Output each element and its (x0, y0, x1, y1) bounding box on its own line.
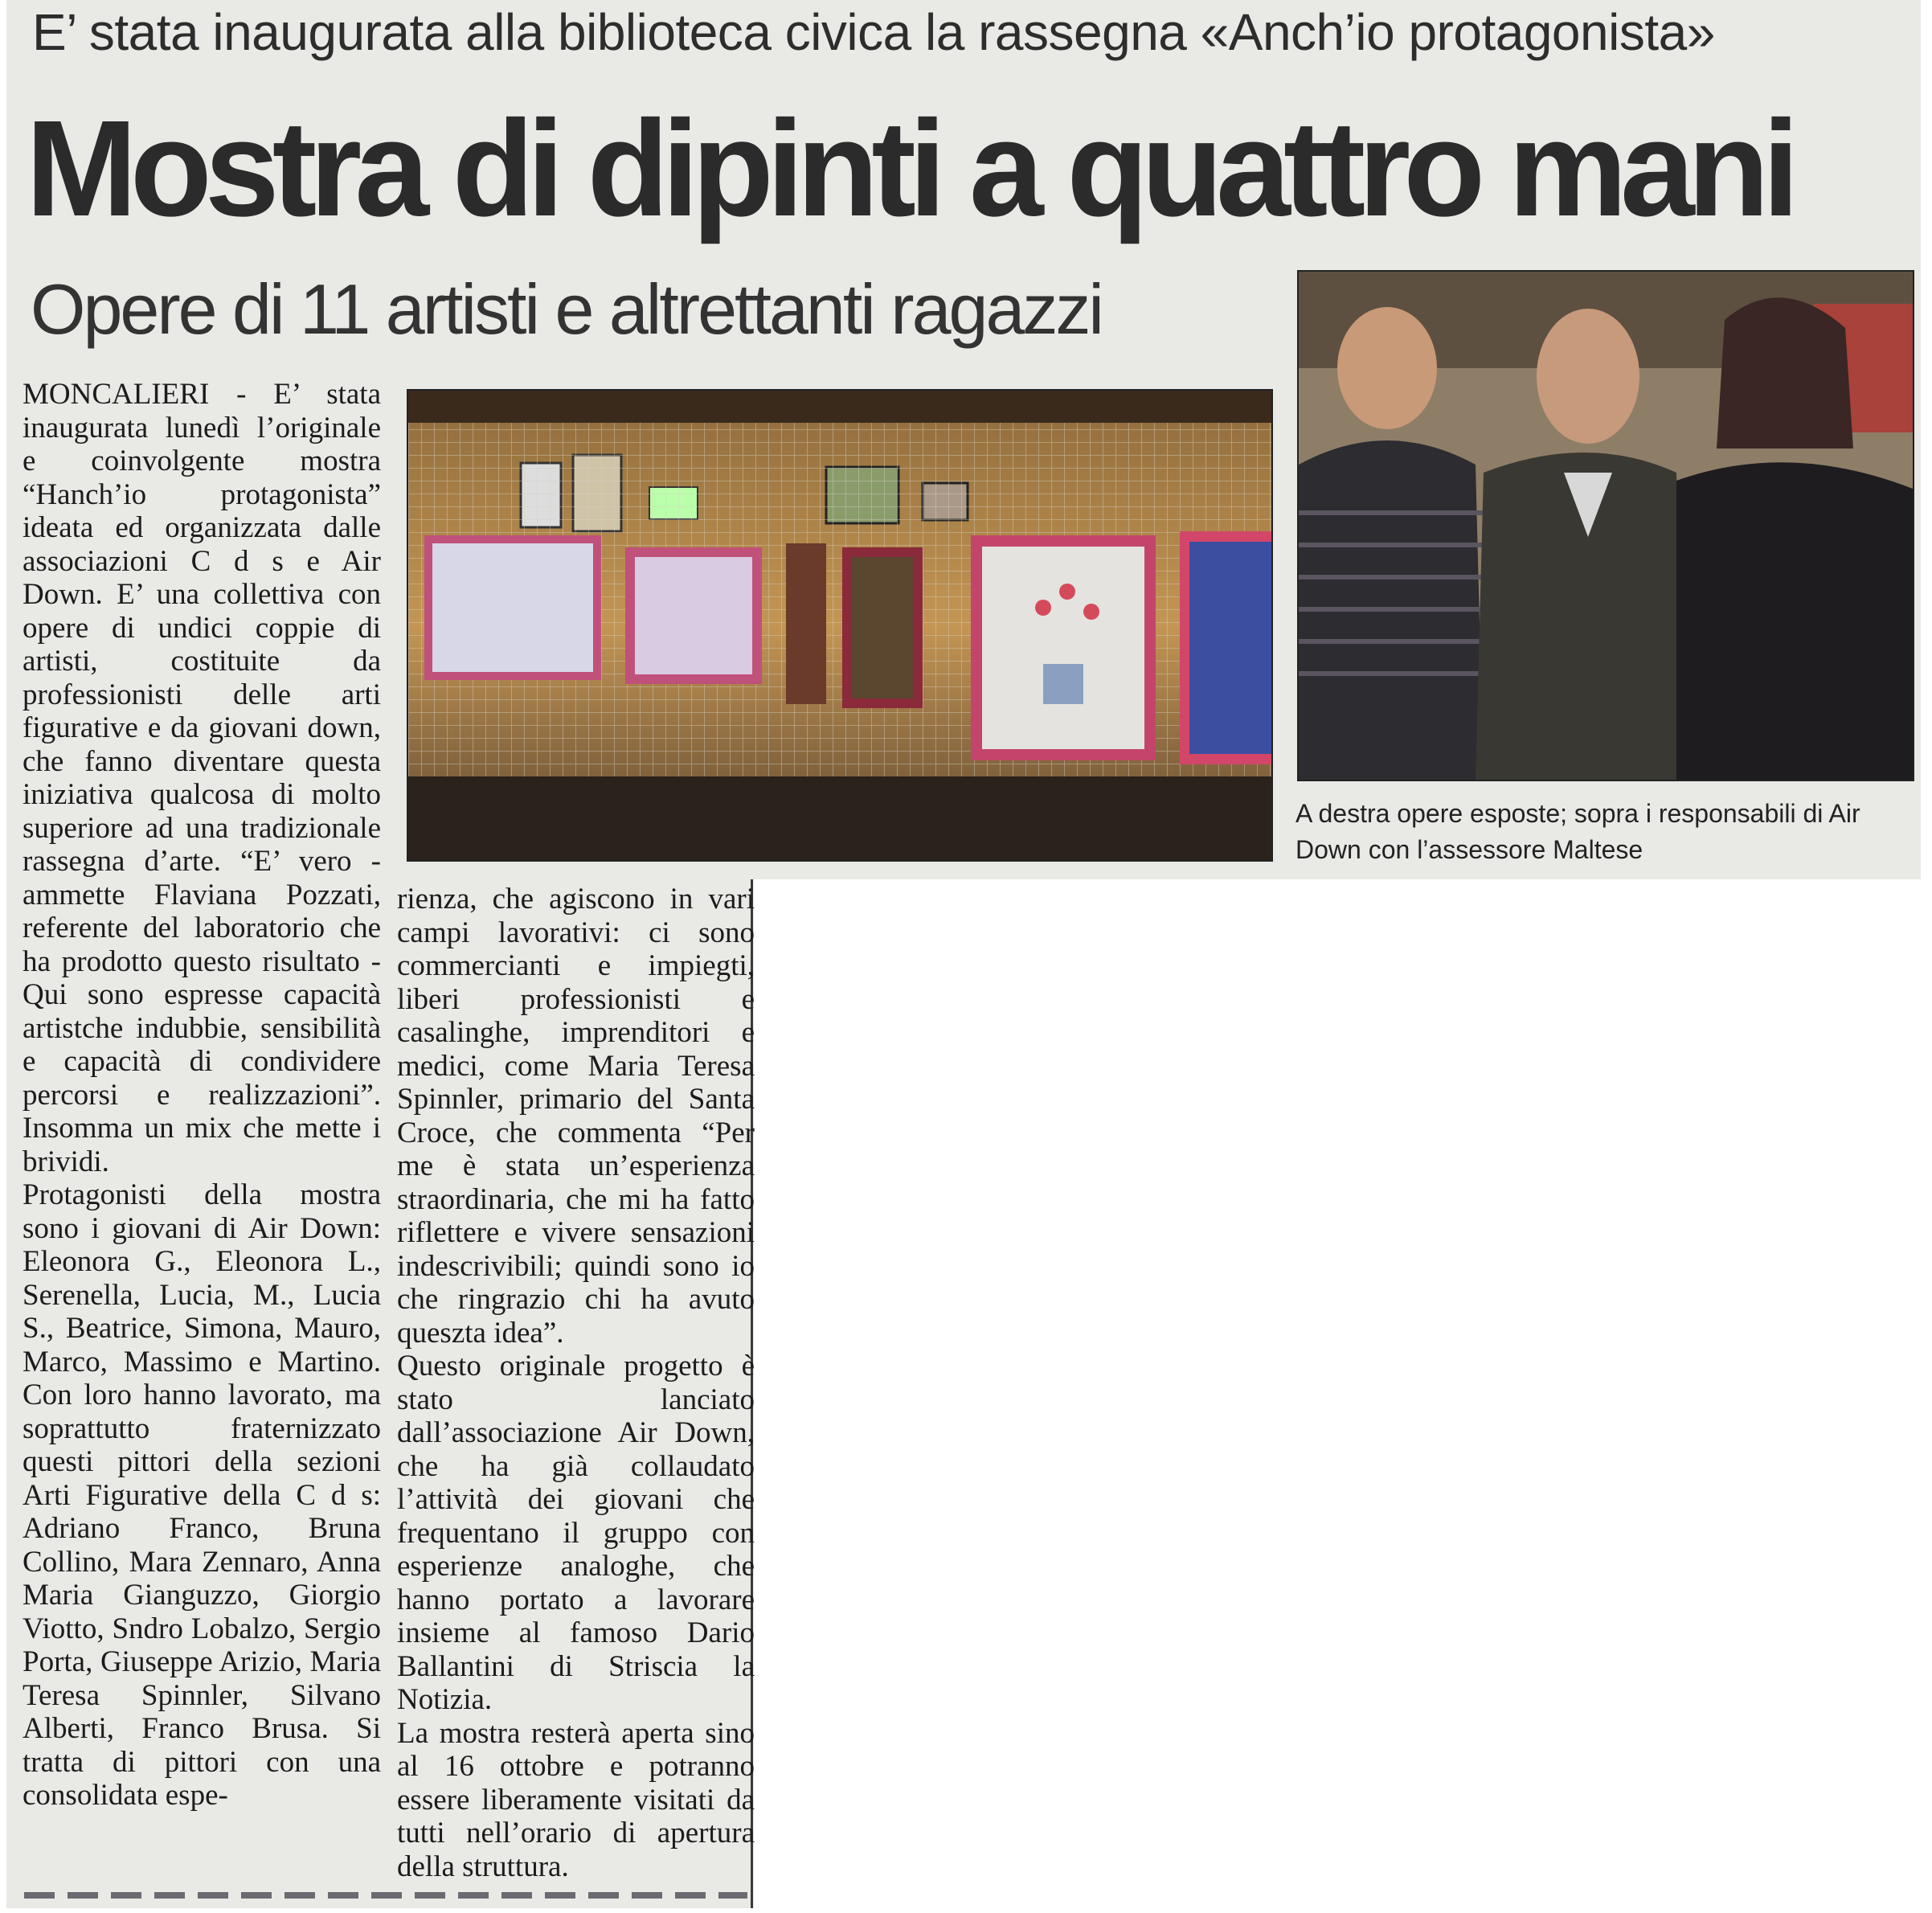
exhibition-photo (407, 389, 1273, 862)
subheadline: Opere di 11 artisti e altrettanti ragazzi (31, 269, 1102, 349)
article-column-2: rienza, che agiscono in vari campi lavorativi: ci sono commercianti e impiegti, liberi professionisti e casalinghe, imprenditori e medici, come Maria Teresa Spinnler, primario del Santa Croce, che commenta “Per me è stata un’esperienza straordinaria, che mi ha fatto riflettere e vivere sensazioni indescrivibili; quindi sono io che ringrazio chi ha avuto queszta idea”. Questo originale progetto è stato lanciato dall’associazione Air Down, che ha già collaudato l’attività dei giovani che frequentano il gruppo con esperienze analoghe, che hanno portato a lavorare insieme al famoso Dario Ballantini di Striscia la Notizia. La mostra resterà aperta sino al 16 ottobre e potranno essere liberamente visitati da tutti nell’orario di apertura della struttura. (397, 883, 755, 1883)
kicker-line: E’ stata inaugurata alla biblioteca civica la rassegna «Anch’io protagonista» (32, 3, 1715, 61)
article-column-1: MONCALIERI - E’ stata inaugurata lunedì l’originale e coinvolgente mostra “Hanch’io protagonista” ideata ed organizzata dalle associazioni C d s e Air Down. E’ una collettiva con opere di undici coppie di artisti, costituite da professionisti delle arti figurative e da giovani down, che fanno diventare questa iniziativa qualcosa di molto superiore ad una tradizionale rassegna d’arte. “E’ vero - ammette Flaviana Pozzati, referente del laboratorio che ha prodotto questo risultato - Qui sono espresse capacità artistche indubbie, sensibilità e capacità di condividere percorsi e realizzazioni”. Insomma un mix che mette i brividi. Protagonisti della mostra sono i giovani di Air Down: Eleonora G., Eleonora L., Serenella, Lucia, M., Lucia S., Beatrice, Simona, Mauro, Marco, Massimo e Martino. Con loro hanno lavorato, ma soprattutto fraternizzato questi pittori della sezioni Arti Figurative della C d s: Adriano Franco, Bruna Collino, Mara Zennaro, Anna Maria Gianguzzo, Giorgio Viotto, Sndro Lobalzo, Sergio Porta, Giuseppe Arizio, Maria Teresa Spinnler, Silvano Alberti, Franco Brusa. Si tratta di pittori con una consolidata espe- (23, 378, 381, 1812)
people-photo (1297, 270, 1914, 781)
photo-caption: A destra opere esposte; sopra i responsabili di Air Down con l’assessore Maltese (1296, 799, 1860, 864)
dashed-rule (24, 1887, 747, 1903)
headline: Mostra di dipinti a quattro mani (26, 92, 1793, 245)
